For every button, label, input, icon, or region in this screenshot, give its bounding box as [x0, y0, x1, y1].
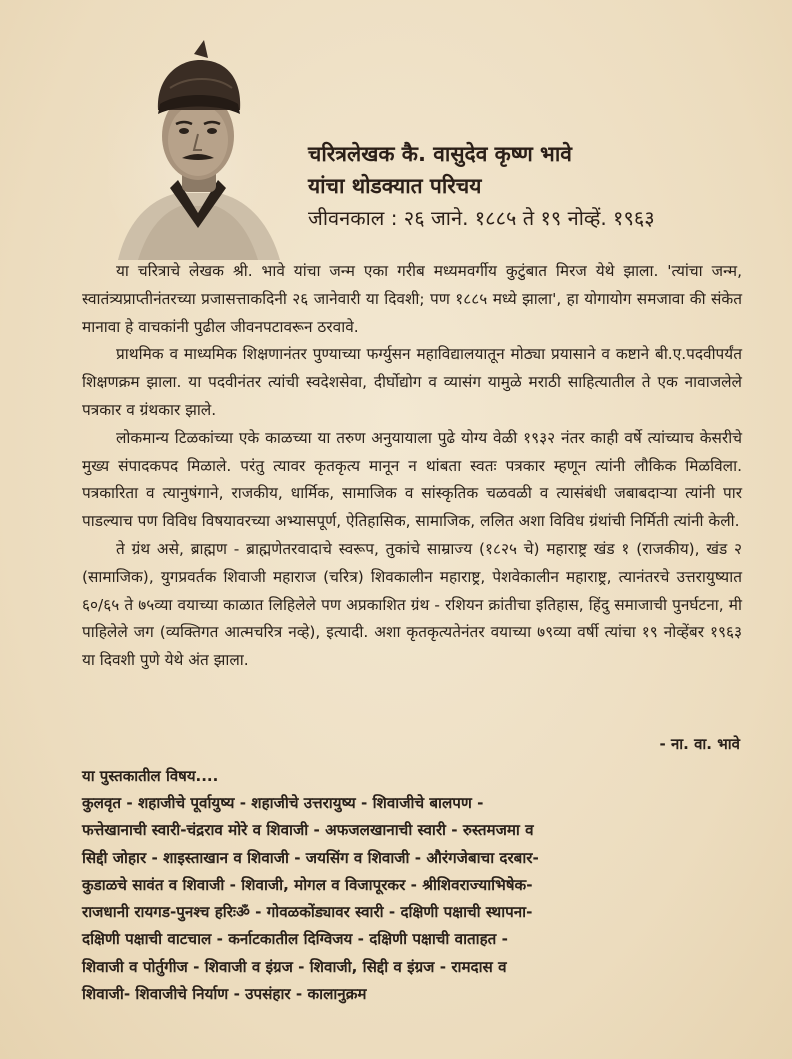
topics-line: राजधानी रायगड-पुनश्च हरिःॐ - गोवळकोंड्यावर स्वारी - दक्षिणी पक्षाची स्थापना- [82, 903, 533, 922]
topics-list [82, 790, 742, 1008]
topics-line: सिद्दी जोहार - शाइस्ताखान व शिवाजी - जयसिंग व शिवाजी - औरंगजेबाचा दरबार- [82, 848, 539, 867]
bio-paragraph: ते ग्रंथ असे, ब्राह्मण - ब्राह्मणेतरवादाचे स्वरूप, तुकांचे साम्राज्य (१८२५ चे) महाराष्ट्र खंड १ (राजकीय), खंड २ (सामाजिक), युगप्रवर्तक शिवाजी महाराज (चरित्र) शिवकालीन महाराष्ट्र, पेशवेकालीन महाराष्ट्र, त्यानंतरचे उत्तरायुष्यात ६०/६५ ते ७५व्या वयाच्या काळात लिहिलेले पण अप्रकाशित ग्रंथ - रशियन क्रांतीचा इतिहास, हिंदु समाजाची पुनर्घटना, मी पाहिलेले जग (व्यक्तिगत आत्मचरित्र नव्हे), इत्यादी. अशा कृतकृत्यतेनंतर वयाच्या ७९व्या वर्षी त्यांचा १९ नोव्हेंबर १९६३ या दिवशी पुणे येथे अंत झाला. [82, 539, 742, 670]
topics-line: शिवाजी- शिवाजीचे निर्याण - उपसंहार - कालानुक्रम [82, 985, 367, 1004]
topics-line: शिवाजी व पोर्तुगीज - शिवाजी व इंग्रज - शिवाजी, सिद्दी व इंग्रज - रामदास व [82, 957, 507, 976]
author-heading [308, 138, 778, 234]
heading-subtitle: यांचा थोडक्यात परिचय [308, 174, 482, 198]
bio-paragraph: लोकमान्य टिळकांच्या एके काळच्या या तरुण अनुयायाला पुढे योग्य वेळी १९३२ नंतर काही वर्षे त्यांच्याच केसरीचे मुख्य संपादकपद मिळाले. परंतु त्यावर कृतकृत्य मानून न थांबता स्वतः पत्रकार म्हणून त्यांनी लौकिक मिळविला. पत्रकारिता व त्यानुषंगाने, राजकीय, धार्मिक, सामाजिक व सांस्कृतिक चळवळी व त्यासंबंधी जबाबदाऱ्या त्यांनी पार पाडल्याच पण विविध विषयावरच्या अभ्यासपूर्ण, ऐतिहासिक, सामाजिक, ललित अशा विविध ग्रंथांची निर्मिती त्यांनी केली. [82, 428, 742, 531]
heading-title: चरित्रलेखक कै. वासुदेव कृष्ण भावे [308, 142, 572, 166]
lifespan: जीवनकाल : २६ जाने. १८८५ ते १९ नोव्हें. १९६३ [308, 206, 655, 230]
topics-line: कुलवृत - शहाजीचे पूर्वायुष्य - शहाजीचे उत्तरायुष्य - शिवाजीचे बालपण - [82, 794, 484, 812]
signature: - ना. वा. भावे [659, 735, 740, 753]
topics-line: कुडाळचे सावंत व शिवाजी - शिवाजी, मोगल व विजापूरकर - श्रीशिवराज्याभिषेक- [82, 875, 533, 894]
author-portrait [108, 28, 288, 260]
topics-line: फत्तेखानाची स्वारी-चंद्रराव मोरे व शिवाजी - अफजलखानाची स्वारी - रुस्तमजमा व [82, 821, 534, 840]
topics-line: दक्षिणी पक्षाची वाटचाल - कर्नाटकातील दिग्विजय - दक्षिणी पक्षाची वाताहत - [82, 930, 508, 949]
biography [82, 258, 742, 675]
bio-paragraph: प्राथमिक व माध्यमिक शिक्षणानंतर पुण्याच्या फर्ग्युसन महाविद्यालयातून मोठ्या प्रयासाने व कष्टाने बी.ए.पदवीपर्यंत शिक्षणक्रम झाला. या पदवीनंतर त्यांची स्वदेशसेवा, दीर्घोद्योग व व्यासंग यामुळे मराठी साहित्यातील ते एक नावाजलेले पत्रकार व ग्रंथकार झाले. [82, 345, 742, 419]
topics-title: या पुस्तकातील विषय.... [82, 767, 219, 785]
bio-paragraph: या चरित्राचे लेखक श्री. भावे यांचा जन्म एका गरीब मध्यमवर्गीय कुटुंबात मिरज येथे झाला. 'त्यांचा जन्म, स्वातंत्र्यप्राप्तीनंतरच्या प्रजासत्ताकदिनी २६ जानेवारी या दिवशी; पण १८८५ मध्ये झाला', हा योगायोग समजावा की संकेत मानावा हे वाचकांनी पुढील जीवनपटावरून ठरवावे. [82, 262, 742, 336]
